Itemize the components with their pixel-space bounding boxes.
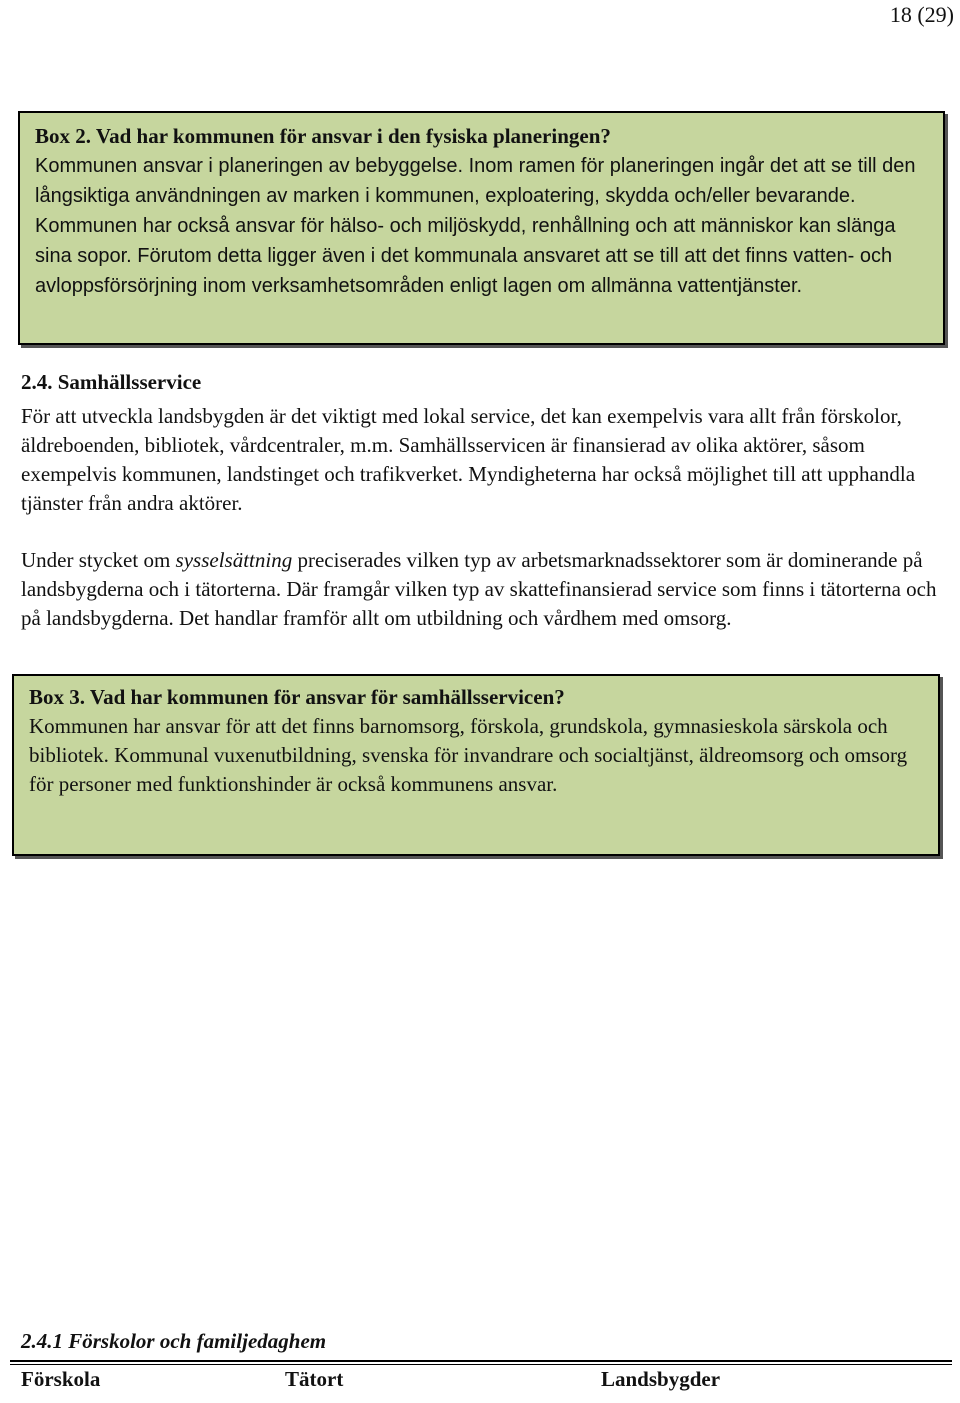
- box-3-body: Kommunen har ansvar för att det finns barnomsorg, förskola, grundskola, gymnasieskola särskola och bibliotek. Kommunal vuxenutbildning, svenska för invandrare och socialtjänst, äldreomsorg och omsorg för personer med funktionshinder är också kommunens ansvar.: [29, 714, 908, 796]
- info-box-3: [12, 674, 940, 856]
- table-header-landsbygder: Landsbygder: [601, 1367, 721, 1391]
- info-box-2: [18, 111, 945, 345]
- paragraph-2-emphasis: sysselsättning: [175, 548, 293, 572]
- section-heading: 2.4. Samhällsservice: [21, 370, 202, 394]
- paragraph-2-start: Under stycket om: [21, 548, 176, 572]
- table-top-rule: [10, 1360, 952, 1362]
- box-3-title: Box 3. Vad har kommunen för ansvar för samhällsservicen?: [29, 685, 565, 709]
- section-paragraph-1: För att utveckla landsbygden är det viktigt med lokal service, det kan exempelvis vara allt från förskolor, äldreboenden, bibliotek, vårdcentraler, m.m. Samhällsservicen är finansierad av olika aktörer, såsom exempelvis kommunen, landstinget och trafikverket. Myndigheterna har också möjlighet till att upphandla tjänster från andra aktörer.: [21, 404, 916, 515]
- box-2-body: Kommunen ansvar i planeringen av bebyggelse. Inom ramen för planeringen ingår det att se till den långsiktiga användningen av marken i kommunen, exploatering, skydda och/eller bevarande. Kommunen har också ansvar för hälso- och miljöskydd, renhållning och att människor kan slänga sina sopor. Förutom detta ligger även i det kommunala ansvaret att se till att det finns vatten- och avloppsförsörjning inom verksamhetsområden enligt lagen om allmänna vattentjänster.: [35, 155, 916, 297]
- table-header-tatort: Tätort: [285, 1367, 344, 1391]
- box-2-title: Box 2. Vad har kommunen för ansvar i den fysiska planeringen?: [35, 124, 611, 148]
- paragraph-2-end: preciserades vilken typ av arbetsmarknadssektorer som är dominerande på landsbygderna och i tätorterna. Där framgår vilken typ av skattefinansierad service som finns i tätorterna och på landsbygderna. Det handlar framför allt om utbildning och vårdhem med omsorg.: [21, 548, 937, 630]
- section-paragraph-2: [21, 546, 941, 633]
- page-number: 18 (29): [889, 2, 954, 27]
- table-header-forskola: Förskola: [21, 1367, 101, 1391]
- subsection-heading: 2.4.1 Förskolor och familjedaghem: [21, 1329, 327, 1353]
- table-top-rule-inner: [10, 1364, 952, 1365]
